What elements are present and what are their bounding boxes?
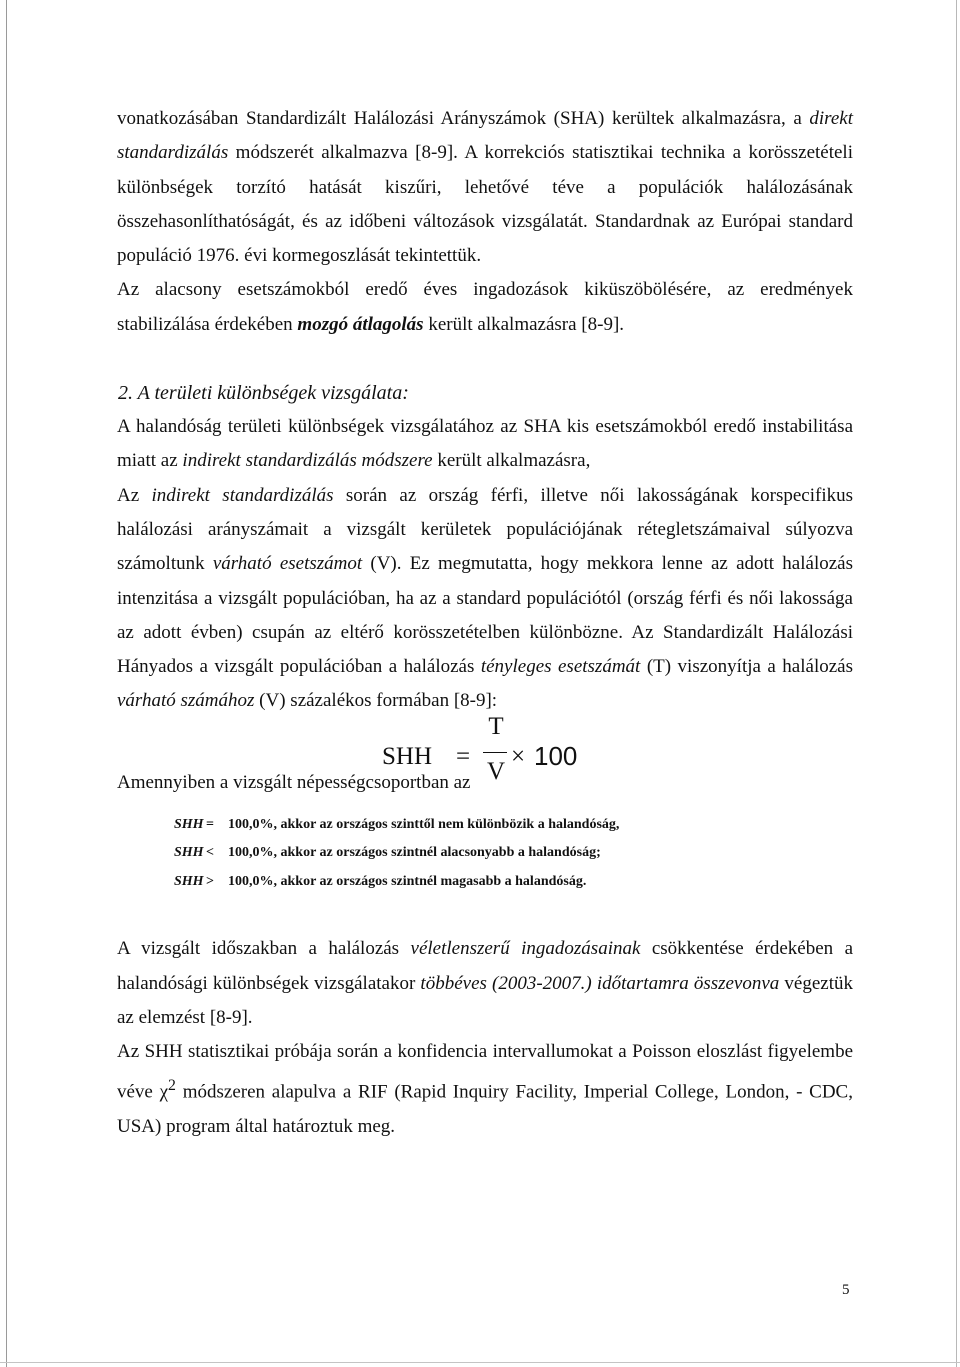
text-run: módszerét alkalmazva [8-9]. A korrekciós statisztikai technika a korösszetételi különbségek torzító hatását kiszűri, lehetővé téve a populációk halálozásának összehasonlíthatóságát, és az időbeni változások vizsgálatát. Standardnak az Európai standard populáció 1976. évi kormegoszlását tekintettük.: [117, 142, 853, 267]
section-heading: 2. A területi különbségek vizsgálata:: [118, 382, 409, 405]
case-text: 100,0%, akkor az országos szintnél magasabb a halandóság.: [228, 873, 587, 889]
list-item: [174, 811, 853, 840]
formula-equals: =: [456, 742, 471, 770]
formula-numerator: T: [488, 712, 504, 740]
paragraph-sha-method: [117, 102, 853, 273]
formula-denominator: V: [486, 757, 506, 785]
emphasis-direct-standardization: direkt standardizálás: [117, 108, 853, 164]
emphasis-multi-year-period: többéves (2003-2007.) időtartamra összevonva: [420, 972, 780, 994]
case-text: 100,0%, akkor az országos szinttől nem különbözik a halandóság,: [228, 816, 620, 832]
case-operator: =: [206, 816, 214, 832]
page-number: 5: [842, 1282, 850, 1298]
text-run: végeztük az elemzést [8-9].: [117, 972, 853, 1028]
text-run: (V) százalékos formában [8-9]:: [254, 690, 498, 712]
text-run: A vizsgált időszakban a halálozás: [117, 938, 411, 960]
page-right-edge: [956, 0, 957, 1367]
formula-block: [117, 712, 853, 807]
text-run: során az ország férfi, illetve női lakosságának korspecifikus halálozási arányszámait a vizsgált kerületek populációjának rétegletszámaival súlyozva számoltunk: [117, 484, 853, 575]
text-run: vonatkozásában Standardizált Halálozási Arányszámok (SHA) kerültek alkalmazásra, a: [117, 108, 810, 129]
formula-lhs: SHH: [382, 742, 433, 770]
case-term: SHH: [174, 845, 204, 861]
case-operator: <: [206, 845, 214, 861]
emphasis-expected-number: várható számához: [117, 690, 255, 712]
formula-factor: 100: [534, 740, 578, 771]
text-run: Az alacsony esetszámokból eredő éves ingadozások kiküszöbölésére, az eredmények stabilizálása érdekében: [117, 279, 853, 335]
text-run: A halandóság területi különbségek vizsgálatához az SHA kis esetszámokból eredő instabilitása miatt az: [117, 416, 853, 472]
text-run: Az SHH statisztikai próbája során a konfidencia intervallumokat a Poisson eloszlást figyelembe véve χ: [117, 1041, 853, 1103]
text-run: került alkalmazásra,: [432, 450, 591, 472]
paragraph-indirect-detail: [117, 479, 853, 719]
paragraph-indirect-intro: [117, 410, 853, 479]
emphasis-indirect-method: indirekt standardizálás módszere: [182, 450, 433, 472]
formula-fraction-bar: [483, 752, 507, 753]
shh-cases-list: [174, 811, 853, 897]
formula-intro: Amennyiben a vizsgált népességcsoportban az: [117, 771, 471, 793]
emphasis-random-fluctuation: véletlenszerű ingadozásainak: [410, 938, 641, 960]
case-operator: >: [206, 873, 214, 889]
case-term: SHH: [174, 873, 204, 889]
text-run: csökkentése érdekében a halandósági különbségek vizsgálatakor: [117, 938, 854, 994]
case-term: SHH: [174, 816, 204, 832]
emphasis-moving-average: mozgó átlagolás: [297, 313, 424, 335]
paragraph-confidence-intervals: [117, 1035, 853, 1144]
list-item: [174, 839, 853, 868]
emphasis-indirect-standardization: indirekt standardizálás: [151, 484, 334, 506]
page-bottom-edge: [0, 1362, 960, 1363]
superscript-two: 2: [168, 1077, 176, 1095]
paragraph-moving-average: [117, 273, 853, 342]
text-run: módszeren alapulva a RIF (Rapid Inquiry Facility, Imperial College, London, - CDC, USA) program által határoztuk meg.: [117, 1081, 853, 1138]
text-run: (V). Ez megmutatta, hogy mekkora lenne az adott halálozás intenzitása a vizsgált populációban, ha az a standard populációtól (ország férfi és női lakossága az adott évben) csupán az eltérő korösszetételben különbözne. Az Standardizált Halálozási Hányados a vizsgált populációban a halálozás: [117, 553, 853, 678]
text-run: Az: [117, 484, 152, 506]
case-text: 100,0%, akkor az országos szintnél alacsonyabb a halandóság;: [228, 845, 601, 861]
list-item: [174, 868, 853, 897]
emphasis-expected-count: várható esetszámot: [212, 553, 363, 575]
text-run: került alkalmazásra [8-9].: [423, 313, 625, 335]
formula-times: ×: [511, 742, 526, 770]
paragraph-period-merge: [117, 932, 853, 1035]
page-left-edge: [6, 0, 7, 1367]
text-run: (T) viszonyítja a halálozás: [640, 656, 853, 678]
page-body: [117, 102, 853, 1144]
emphasis-actual-count: tényleges esetszámát: [480, 656, 641, 678]
